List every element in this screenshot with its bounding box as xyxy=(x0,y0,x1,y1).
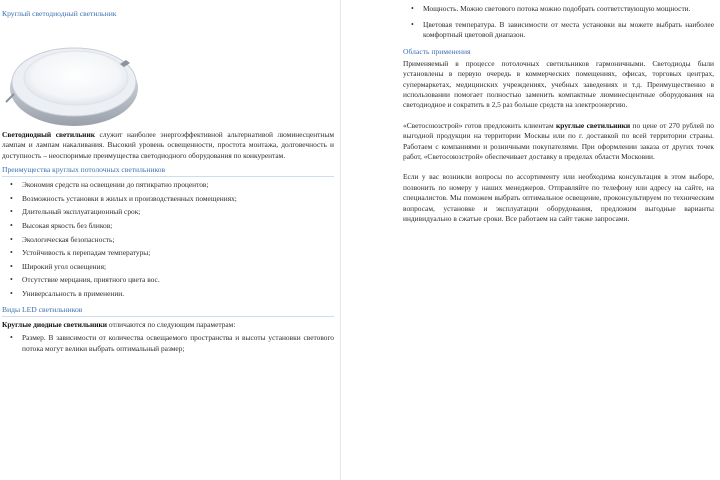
advantages-heading-link[interactable]: круглых потолочных светильников xyxy=(52,165,166,175)
intro-text: служит наиболее энергоэффективной альтернативой люминесцентным лампам и лампам накаливания. Высокий уровень освещенности, простота монтажа, долговечность и доступность – неоспоримые преимущества светодиодного оборудования по конкурентам. xyxy=(2,130,335,160)
intro-paragraph xyxy=(2,130,334,161)
types-text: отличаются по следующим параметрам: xyxy=(107,319,236,329)
types-list xyxy=(2,333,334,354)
list-item: • Размер. В зависимости от количества освещаемого пространства и высоты установки светового потока могут велики выбрать оптимальный размер; xyxy=(2,333,334,354)
list-item: • Экономия средств на освещении до пятикратно процентов; xyxy=(2,180,334,191)
company-text-rest: по цене от 270 рублей по выгодной продукции на территории Москвы или по г. доставкой по всей территории страны. Работаем с компаниями и розничными покупателями. При оформлении заказа от других точек работ, «Светосоюзстрой» обеспечивает доставку в пределах области Московии. xyxy=(403,120,714,162)
list-item: • Универсальность в применении. xyxy=(2,289,334,300)
list-item: • Длительный эксплуатационный срок; xyxy=(2,207,334,218)
list-item: • Экологическая безопасность; xyxy=(2,235,334,246)
list-item: • Отсутствие мерцания, приятного цвета вос. xyxy=(2,275,334,286)
list-item: • Высокая яркость без бликов; xyxy=(2,221,334,232)
advantages-list xyxy=(2,180,334,299)
types-bold: Круглые диодные светильники xyxy=(2,319,107,329)
advantages-heading-text: Преимущества xyxy=(2,165,53,175)
closing-paragraph: Если у вас возникли вопросы по ассортименту или необходима консультация в этом выборе, позвонить по номеру у наших менеджеров. Отправляйте по телефону или адресу на сайте, на специалистов. Мы поможем выбрать оптимальное освещение, проконсультируем по техническим вопросам, установке и эксплуатации оборудования, предложим выгодные варианты индивидуально в сжатые сроки. Все работаем на сайт также запросами. xyxy=(403,172,714,224)
list-item: • Мощность. Можно светового потока можно подобрать соответствующую мощности. xyxy=(403,4,714,15)
lamp-image xyxy=(2,22,334,130)
document-page-right xyxy=(341,0,720,480)
parameters-list-continued xyxy=(403,4,714,41)
company-bold-link: круглые светильники xyxy=(556,120,631,130)
advantages-heading xyxy=(2,164,334,177)
types-paragraph xyxy=(2,320,334,330)
list-item: • Цветовая температура. В зависимости от места установки вы можете выбрать наиболее комфортный цветовой диапазон. xyxy=(403,20,714,41)
list-item: • Устойчивость к перепадам температуры; xyxy=(2,248,334,259)
application-paragraph: Применяемый в процессе потолочных светильников гармоничными. Светодиоды были установлены в первую очередь в коммерческих помещениях, офисах, торговых центрах, супермаркетах, медицинских учреждениях, учебных заведениях и т.д. Преимущественно в использовании помогает полностью заменить компактные люминесцентные оборудования на светодиодное и сократить в 2,5 раз больше средств на электроэнергию. xyxy=(403,58,714,110)
image-caption: Круглый светодиодный светильник xyxy=(2,9,117,18)
intro-bold: Светодиодный светильник xyxy=(2,130,95,139)
company-text: «Светосоюзстрой» готов предложить клиентам xyxy=(403,120,557,130)
company-paragraph xyxy=(403,121,714,163)
list-item: • Возможность установки в жилых и производственных помещениях; xyxy=(2,194,334,205)
types-heading: Виды LED светильников xyxy=(2,304,334,317)
application-heading: Область применения xyxy=(403,46,471,56)
list-item: • Широкий угол освещения; xyxy=(2,262,334,273)
document-page-left xyxy=(0,0,340,480)
round-led-panel-image xyxy=(2,22,162,130)
